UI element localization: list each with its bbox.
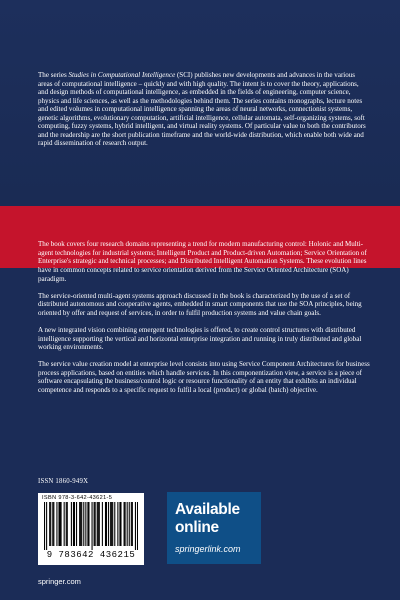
available-line-1: Available	[175, 501, 240, 518]
barcode-bar	[119, 502, 120, 546]
barcode-bar	[110, 502, 111, 546]
barcode-bar	[132, 502, 133, 546]
barcode-bar	[114, 502, 115, 546]
barcode-bar	[73, 502, 74, 546]
barcode-bar	[80, 502, 81, 546]
barcode-bar	[105, 502, 106, 546]
barcode-bar	[81, 502, 82, 546]
barcode-bar	[49, 502, 50, 546]
barcode-bar	[94, 502, 95, 546]
publisher-url[interactable]: springer.com	[38, 577, 81, 586]
barcode-bar	[56, 502, 57, 546]
barcode-bar	[106, 502, 107, 546]
available-line-2: online	[175, 519, 219, 536]
barcode-bar	[66, 502, 67, 546]
barcode-bar	[98, 502, 99, 546]
barcode-digits: 9 783642 436215	[46, 550, 136, 560]
series-intro-before: The series	[38, 71, 69, 79]
barcode-bar	[95, 502, 96, 546]
barcode-bar	[102, 502, 103, 546]
barcode-bar	[112, 502, 113, 546]
barcode-bar	[85, 502, 86, 546]
issn-label: ISSN 1860-949X	[38, 478, 89, 485]
barcode	[38, 493, 144, 565]
barcode-bar	[88, 502, 89, 546]
barcode-bar	[117, 502, 118, 546]
barcode-bars	[44, 502, 138, 550]
barcode-bar	[71, 502, 72, 546]
book-abstract	[38, 240, 370, 403]
barcode-bar	[74, 502, 75, 546]
springerlink-url[interactable]: springerlink.com	[175, 544, 241, 554]
barcode-bar	[92, 502, 93, 550]
barcode-isbn-label: ISBN 978-3-642-43621-5	[42, 495, 113, 501]
barcode-bar	[111, 502, 112, 546]
abstract-paragraph-1: The book covers four research domains representing a trend for modern manufacturing control: Holonic and Multi-agent technologies for industrial systems; Intelligent Product and Product-driven Automation; Service Orientation of Enterprise's strategic and technical processes; and Distributed Intelligent Automation Systems. These evolution lines have in common concepts related to service orientation derived from the Service Oriented Architecture (SOA) paradigm.	[38, 240, 367, 283]
barcode-bar	[131, 502, 132, 546]
series-paragraph	[38, 71, 370, 148]
barcode-bar	[53, 502, 54, 546]
barcode-bar	[125, 502, 126, 546]
barcode-bar	[44, 502, 45, 550]
barcode-bar	[58, 502, 59, 546]
barcode-bar	[124, 502, 125, 546]
barcode-bar	[59, 502, 60, 546]
barcode-bar	[135, 502, 136, 550]
series-intro-after: (SCI) publishes new developments and advances in the various areas of computational intelligence – quickly and with high quality. The intent is to cover the theory, applications, and design methods of computational intelligence, as embedded in the fields of engineering, computer science, physics and life sciences, as well as the methodologies behind them. The series contains monographs, lecture notes and edited volumes in computational intelligence spanning the areas of neural networks, connectionist systems, genetic algorithms, evolutionary computation, artificial intelligence, cellular automata, self-organizing systems, soft computing, fuzzy systems, hybrid intelligent, and virtual reality systems. Of particular value to both the contributors and the readership are the short publication timeframe and the world-wide distribution, which enable both wide and rapid dissemination of research output.	[38, 71, 366, 148]
barcode-bar	[87, 502, 88, 546]
barcode-bar	[52, 502, 53, 546]
barcode-bar	[137, 502, 138, 550]
barcode-bar	[83, 502, 84, 546]
barcode-bar	[64, 502, 65, 546]
abstract-paragraph-3: A new integrated vision combining emergent technologies is offered, to create control structures with distributed intelligence supporting the vertical and horizontal enterprise integration and running in truly distributed and global working environments.	[38, 325, 362, 352]
barcode-bar	[50, 502, 51, 546]
barcode-bar	[108, 502, 109, 546]
barcode-bar	[61, 502, 62, 546]
series-name: Studies in Computational Intelligence	[68, 71, 176, 79]
barcode-bar	[76, 502, 77, 546]
series-description	[38, 71, 370, 148]
barcode-bar	[46, 502, 47, 550]
abstract-paragraph-4: The service value creation model at enterprise level consists into using Service Component Architectures for business process applications, based on entities which handle services. In this componentization view, a service is a piece of software encapsulating the business/control logic or resource functionality of an entity that exhibits an individual competence and responds to a specific request to fulfil a local (product) or global (batch) objective.	[38, 360, 370, 395]
barcode-bar	[129, 502, 130, 546]
barcode-bar	[67, 502, 68, 546]
barcode-bar	[99, 502, 100, 546]
barcode-bar	[79, 502, 80, 546]
barcode-bar	[120, 502, 121, 546]
barcode-bar	[127, 502, 128, 546]
available-online-badge[interactable]	[167, 492, 261, 564]
abstract-paragraph-2: The service-oriented multi-agent systems approach discussed in the book is characterized by the use of a set of distributed autonomous and cooperative agents, embedded in smart components that use the SOA principles, being oriented by offer and request of services, in order to fulfil production systems and value chain goals.	[38, 291, 362, 317]
barcode-bar	[97, 502, 98, 546]
